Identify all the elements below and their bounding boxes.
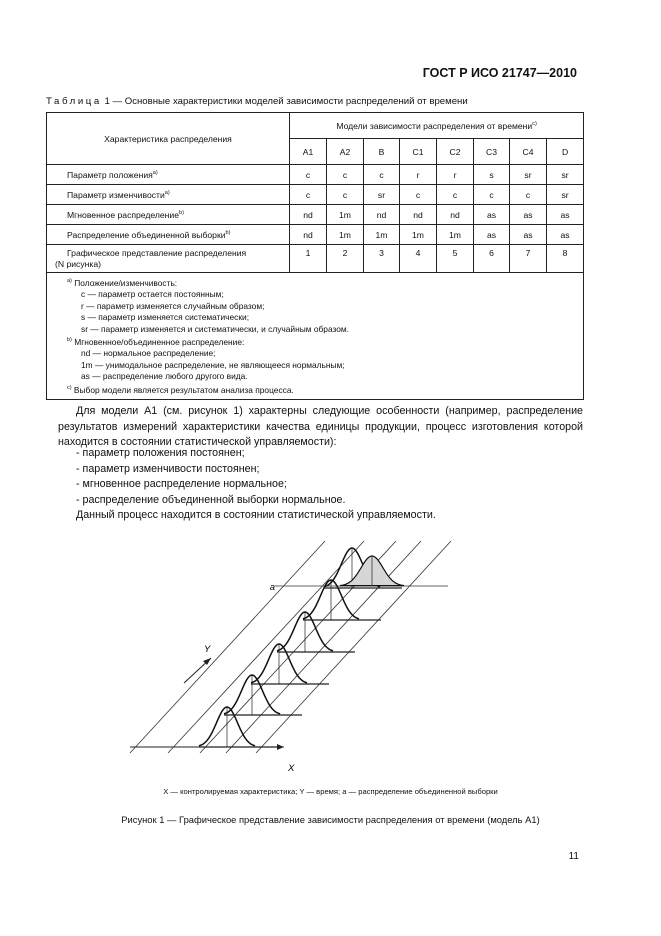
conclusion-paragraph: Данный процесс находится в состоянии статистической управляемости. (76, 509, 436, 521)
group-header-text: Модели зависимости распределения от времени (336, 120, 533, 131)
label-x: X (288, 763, 295, 774)
table-cell: c (510, 185, 547, 205)
bullet-item: - параметр положения постоянен; (76, 447, 245, 459)
table-cell: 2 (327, 245, 364, 273)
model-header-b: B (364, 139, 400, 165)
table-cell: as (474, 205, 510, 225)
diagonal-line (256, 541, 451, 753)
table-cell: r (400, 165, 437, 185)
bullet-item: - параметр изменчивости постоянен; (76, 462, 260, 475)
table-cell: 1m (400, 225, 437, 245)
table-cell: as (510, 205, 547, 225)
model-header-a1: A1 (290, 139, 327, 165)
model-header-c3: C3 (474, 139, 510, 165)
table-cell: nd (437, 205, 474, 225)
table-cell: as (547, 205, 584, 225)
table-cell: 8 (547, 245, 584, 273)
table-cell: c (474, 185, 510, 205)
table-cell: 1m (327, 205, 364, 225)
table-cell: 1m (437, 225, 474, 245)
diagonal-line (130, 541, 325, 753)
row-label-footnote-mark: a) (164, 189, 170, 196)
table-cell: nd (364, 205, 400, 225)
row-label-graphic-line2: (N рисунка) (55, 258, 101, 269)
row-label-footnote-mark: a) (152, 169, 158, 176)
figure-caption: Рисунок 1 — Графическое представление зависимости распределения от времени (модель A1) (121, 814, 540, 825)
pooled-distribution (340, 556, 404, 586)
row-label-text: Параметр положения (67, 169, 153, 180)
label-a: a (269, 582, 275, 593)
table-caption-word: Таблица (46, 96, 102, 107)
table-cell: as (474, 225, 510, 245)
table-cell: c (327, 185, 364, 205)
model-header-c1: C1 (400, 139, 437, 165)
table-cell: 1m (364, 225, 400, 245)
diagonal-line (226, 541, 421, 753)
diagonal-line (168, 541, 364, 753)
table-caption-text: 1 — Основные характеристики моделей зависимости распределений от времени (101, 96, 468, 107)
note-b-item: 1m — унимодальное распределение, не являющееся нормальным; (81, 359, 345, 370)
note-a-item: c — параметр остается постоянным; (81, 289, 224, 300)
table-cell: nd (290, 205, 327, 225)
model-header-c2: C2 (437, 139, 474, 165)
table-cell: c (364, 165, 400, 185)
model-header-a2: A2 (327, 139, 364, 165)
page-number: 11 (568, 851, 579, 862)
document-header: ГОСТ Р ИСО 21747—2010 (422, 66, 577, 80)
group-header-footnote-mark: c) (532, 120, 537, 127)
table-cell: nd (290, 225, 327, 245)
row-label-text: Мгновенное распределение (67, 209, 180, 220)
label-y: Y (204, 644, 211, 655)
note-a-title: Положение/изменчивость: (74, 278, 178, 288)
table-cell: 1 (290, 245, 327, 273)
table-cell: r (437, 165, 474, 185)
note-b-mark: b) (67, 337, 72, 344)
figure-legend: X — контролируемая характеристика; Y — время; a — распределение объединенной выборки (163, 787, 498, 796)
table-cell: sr (364, 185, 400, 205)
table-cell: 6 (474, 245, 510, 273)
table-cell: 5 (437, 245, 474, 273)
bullet-item: - мгновенное распределение нормальное; (76, 478, 287, 491)
table-cell: c (327, 165, 364, 185)
note-b-title: Мгновенное/объединенное распределение: (74, 337, 245, 348)
table-cell: s (474, 165, 510, 185)
col-header-characteristic: Характеристика распределения (47, 113, 290, 165)
row-label-text: Параметр изменчивости (67, 189, 165, 200)
table-cell: 1m (327, 225, 364, 245)
table-cell: c (400, 185, 437, 205)
row-label-footnote-mark: b) (225, 229, 231, 236)
bullet-item: - распределение объединенной выборки нормальное. (76, 493, 346, 506)
note-c-mark: c) (67, 384, 72, 391)
note-b-item: nd — нормальное распределение; (81, 348, 216, 359)
table-cell: sr (510, 165, 547, 185)
model-header-d: D (547, 139, 584, 165)
note-c-text: Выбор модели является результатом анализа процесса. (73, 384, 294, 395)
table-cell: as (547, 225, 584, 245)
instant-distribution (224, 675, 302, 715)
table-cell: c (437, 185, 474, 205)
table-cell: sr (547, 185, 584, 205)
note-a-item: r — параметр изменяется случайным образом; (81, 300, 265, 311)
model-header-c4: C4 (510, 139, 547, 165)
table-cell: 3 (364, 245, 400, 273)
table-cell: 7 (510, 245, 547, 273)
table-cell: 4 (400, 245, 437, 273)
table-cell: as (510, 225, 547, 245)
note-a-item: s — параметр изменяется систематически; (81, 312, 250, 323)
table-cell: c (290, 165, 327, 185)
row-label-text: Распределение объединенной выборки (67, 229, 226, 240)
note-b-item: as — распределение любого другого вида. (81, 371, 248, 382)
row-label-graphic-line1: Графическое представление распределения (67, 247, 247, 258)
table-cell: sr (547, 165, 584, 185)
table-cell: c (290, 185, 327, 205)
row-label-footnote-mark: b) (179, 209, 184, 216)
note-a-item: sr — параметр изменяется и систематически, и случайным образом. (81, 323, 350, 334)
instant-distribution (277, 612, 355, 652)
table-cell: nd (400, 205, 437, 225)
x-axis-arrow-icon (277, 744, 284, 750)
note-a-mark: a) (67, 278, 72, 284)
intro-paragraph: Для модели A1 (см. рисунок 1) характерны следующие особенности (например, распределение результатов измерений характеристики качества единицы продукции, процесс изготовления которой находится в состоянии статистической управляемости): (58, 405, 583, 449)
